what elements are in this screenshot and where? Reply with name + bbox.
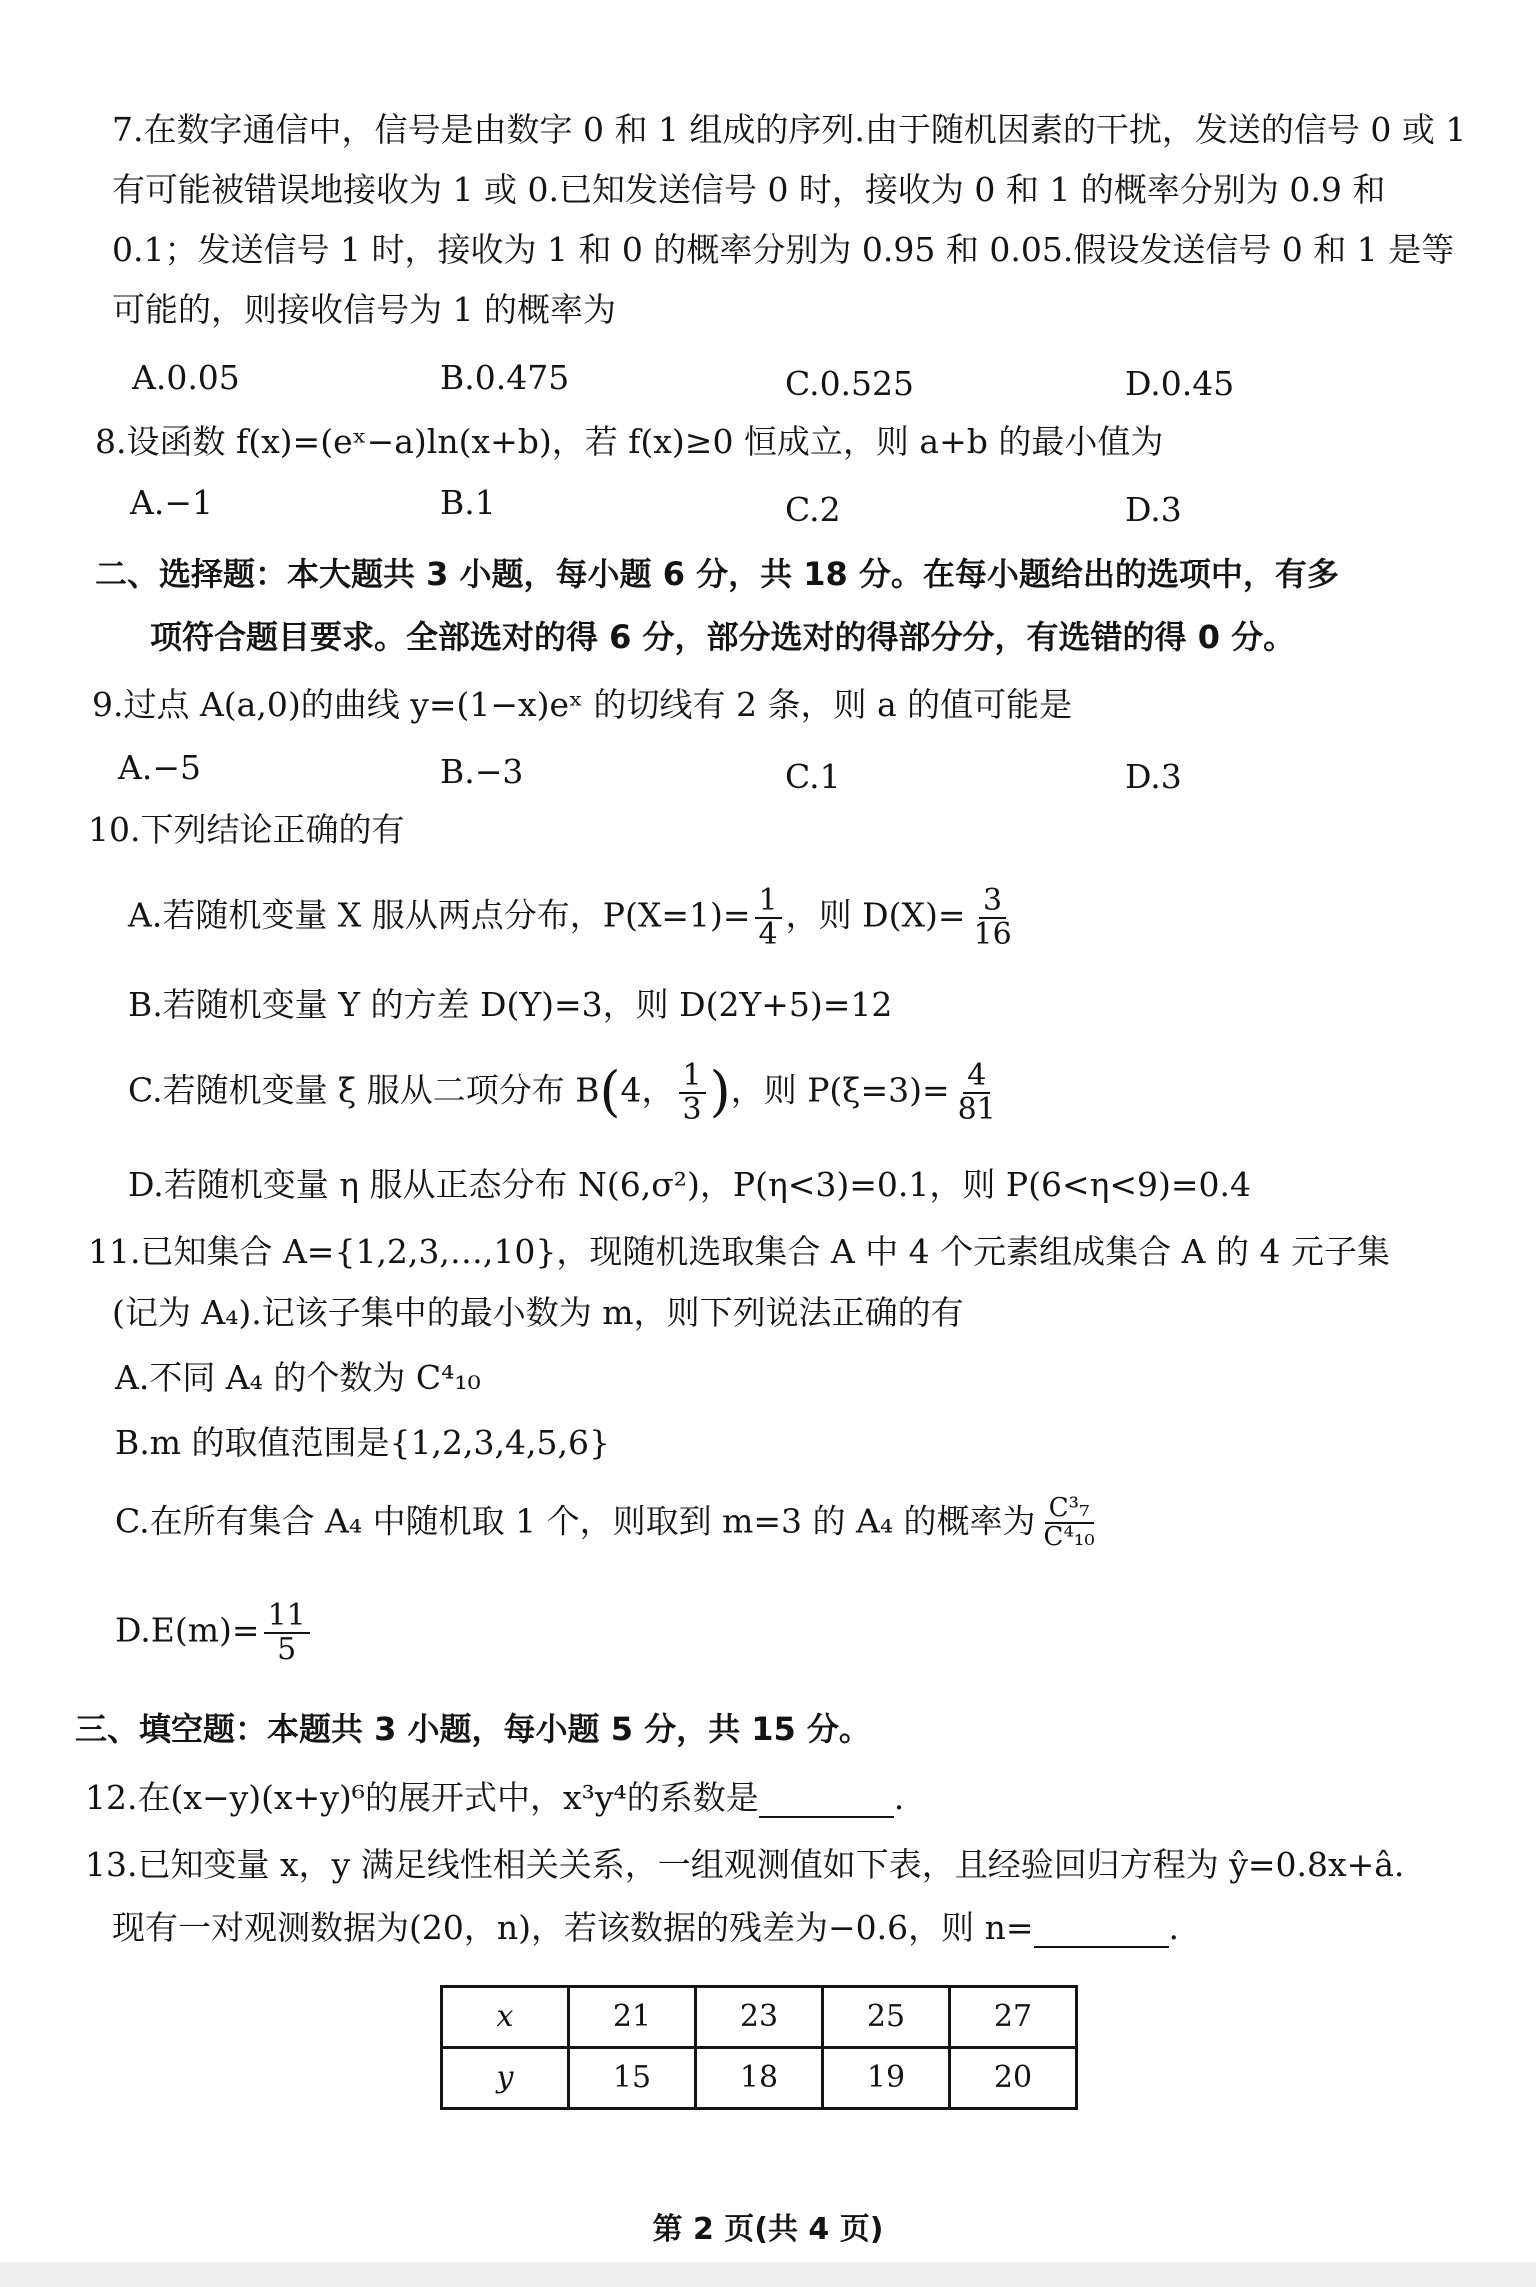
table-cell: 15 (569, 2048, 696, 2109)
scan-edge (0, 2262, 1536, 2287)
page-number-footer: 第 2 页(共 4 页) (652, 2212, 884, 2247)
q7-option-d: D.0.45 (1125, 364, 1235, 403)
fraction: $\frac{11}{5}$ (264, 1600, 310, 1665)
q10-option-a-text: A.若随机变量 X 服从两点分布，P(X=1)= (128, 895, 751, 935)
q8-option-b: B.1 (440, 483, 496, 522)
q12-text: 12.在(x−y)(x+y)⁶的展开式中，x³y⁴的系数是 (85, 1778, 759, 1817)
q10-option-c-mid: ，则 P(ξ=3)= (730, 1070, 950, 1110)
q7-line-4: 可能的，则接收信号为 1 的概率为 (112, 290, 616, 329)
table-cell: 23 (696, 1987, 823, 2048)
q9-option-d: D.3 (1125, 757, 1182, 796)
q11-line-2: (记为 A₄).记该子集中的最小数为 m，则下列说法正确的有 (112, 1293, 964, 1332)
q8-option-a: A.−1 (130, 483, 213, 522)
table-cell: 21 (569, 1987, 696, 2048)
q7-option-c: C.0.525 (785, 364, 915, 403)
fraction: $\frac{3}{16}$ (973, 883, 1012, 952)
section-3-heading: 三、填空题：本题共 3 小题，每小题 5 分，共 15 分。 (75, 1710, 871, 1748)
q10-option-a (128, 885, 1020, 950)
q9-option-c: C.1 (785, 757, 841, 796)
q11-option-a: A.不同 A₄ 的个数为 C⁴₁₀ (115, 1358, 481, 1397)
q8-option-d: D.3 (1125, 490, 1182, 529)
q12-stem (85, 1778, 904, 1818)
q9-option-a: A.−5 (118, 748, 201, 787)
table-row (442, 2048, 1077, 2109)
q9-stem: 9.过点 A(a,0)的曲线 y=(1−x)eˣ 的切线有 2 条，则 a 的值可能是 (92, 685, 1073, 724)
table-cell: 27 (950, 1987, 1077, 2048)
q13-period: . (1168, 1908, 1180, 1947)
table-cell: 18 (696, 2048, 823, 2109)
q13-line-2-text: 现有一对观测数据为(20，n)，若该数据的残差为−0.6，则 n= (112, 1908, 1034, 1947)
q11-option-c-text: C.在所有集合 A₄ 中随机取 1 个，则取到 m=3 的 A₄ 的概率为 (115, 1501, 1036, 1541)
table-cell: 20 (950, 2048, 1077, 2109)
q10-option-c-inner: 4， (620, 1070, 675, 1110)
q11-option-c (115, 1495, 1103, 1552)
section-2-heading-line-2: 项符合题目要求。全部选对的得 6 分，部分选对的得部分分，有选错的得 0 分。 (150, 618, 1296, 656)
q10-option-c-text: C.若随机变量 ξ 服从二项分布 B (128, 1070, 600, 1110)
fraction: $\frac{1}{4}$ (755, 885, 782, 950)
q8-option-c: C.2 (785, 490, 841, 529)
q10-option-a-mid: ，则 D(X)= (785, 895, 966, 935)
q12-period: . (893, 1778, 905, 1817)
table-row (442, 1987, 1077, 2048)
q10-option-c (128, 1060, 1004, 1125)
q11-option-b: B.m 的取值范围是{1,2,3,4,5,6} (115, 1423, 610, 1462)
close-paren: ) (709, 1060, 731, 1124)
q9-option-b: B.−3 (440, 752, 524, 791)
q7-option-a: A.0.05 (132, 358, 240, 397)
answer-blank[interactable] (1034, 1916, 1169, 1948)
q7-line-2: 有可能被错误地接收为 1 或 0.已知发送信号 0 时，接收为 0 和 1 的概率分别为 0.9 和 (112, 170, 1386, 209)
answer-blank[interactable] (759, 1786, 894, 1818)
q11-option-d-text: D.E(m)= (115, 1610, 260, 1650)
q7-line-3: 0.1；发送信号 1 时，接收为 1 和 0 的概率分别为 0.95 和 0.05.假设发送信号 0 和 1 是等 (112, 230, 1455, 269)
table-cell: 19 (823, 2048, 950, 2109)
q7-line-1: 7.在数字通信中，信号是由数字 0 和 1 组成的序列.由于随机因素的干扰，发送的信号 0 或 1 (112, 110, 1467, 149)
table-cell: y (442, 2048, 569, 2109)
q13-line-1: 13.已知变量 x，y 满足线性相关关系，一组观测值如下表，且经验回归方程为 ŷ=0.8x+â. (85, 1845, 1405, 1884)
q8-stem: 8.设函数 f(x)=(eˣ−a)ln(x+b)，若 f(x)≥0 恒成立，则 a+b 的最小值为 (95, 422, 1164, 461)
fraction: $\frac{\text{C³₇}}{\text{C⁴₁₀}}$ (1043, 1493, 1095, 1553)
q10-stem: 10.下列结论正确的有 (88, 810, 405, 849)
q10-option-b: B.若随机变量 Y 的方差 D(Y)=3，则 D(2Y+5)=12 (128, 985, 893, 1024)
q11-line-1: 11.已知集合 A={1,2,3,…,10}，现随机选取集合 A 中 4 个元素组成集合 A 的 4 元子集 (88, 1232, 1390, 1271)
fraction: $\frac{1}{3}$ (679, 1060, 706, 1125)
open-paren: ( (599, 1060, 621, 1124)
q13-line-2 (112, 1908, 1179, 1948)
fraction: $\frac{4}{81}$ (957, 1058, 996, 1127)
table-cell: x (442, 1987, 569, 2048)
q11-option-d (115, 1600, 314, 1665)
q7-option-b: B.0.475 (440, 358, 570, 397)
section-2-heading-line-1: 二、选择题：本大题共 3 小题，每小题 6 分，共 18 分。在每小题给出的选项中，有多 (95, 555, 1339, 593)
table-cell: 25 (823, 1987, 950, 2048)
q10-option-d: D.若随机变量 η 服从正态分布 N(6,σ²)，P(η<3)=0.1，则 P(6<η<9)=0.4 (128, 1165, 1252, 1204)
observation-table (440, 1985, 1078, 2110)
